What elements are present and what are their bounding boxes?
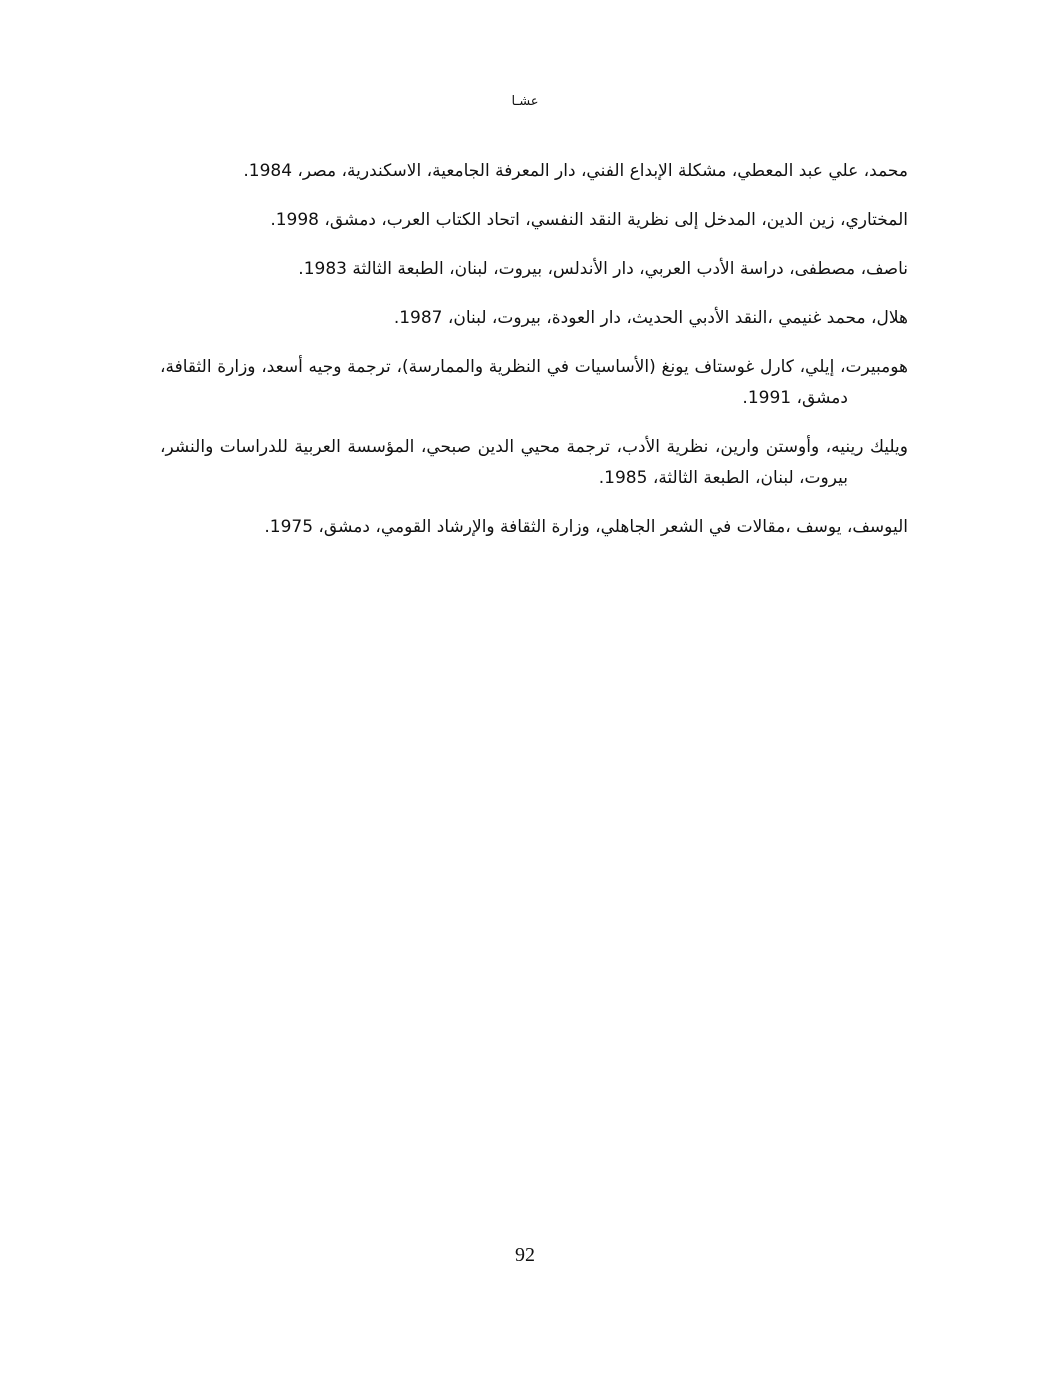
reference-entry: المختاري، زين الدين، المدخل إلى نظرية النقد النفسي، اتحاد الكتاب العرب، دمشق، 1998. (270, 210, 908, 230)
reference-entry: ويليك رينيه، وأوستن وارين، نظرية الأدب، ترجمة محيي الدين صبحي، المؤسسة العربية للدراسات والنشر، بيروت، لبنان، الطبعة الثالثة، 1985. (160, 437, 908, 488)
reference-entry: اليوسف، يوسف ،مقالات في الشعر الجاهلي، وزارة الثقافة والإرشاد القومي، دمشق، 1975. (264, 517, 908, 537)
reference-entry: محمد، علي عبد المعطي، مشكلة الإبداع الفني، دار المعرفة الجامعية، الاسكندرية، مصر، 1984. (243, 161, 908, 181)
reference-entry: هلال، محمد غنيمي ،النقد الأدبي الحديث، دار العودة، بيروت، لبنان، 1987. (393, 308, 908, 328)
page-number: 92 (515, 1244, 535, 1266)
reference-list (160, 156, 908, 561)
reference-entry: هومبيرت، إيلي، كارل غوستاف يونغ (الأساسيات في النظرية والممارسة)، ترجمة وجيه أسعد، وزارة الثقافة، دمشق، 1991. (160, 357, 908, 408)
running-header: عشـا (511, 94, 539, 109)
reference-entry: ناصف، مصطفى، دراسة الأدب العربي، دار الأندلس، بيروت، لبنان، الطبعة الثالثة 1983. (298, 259, 908, 279)
